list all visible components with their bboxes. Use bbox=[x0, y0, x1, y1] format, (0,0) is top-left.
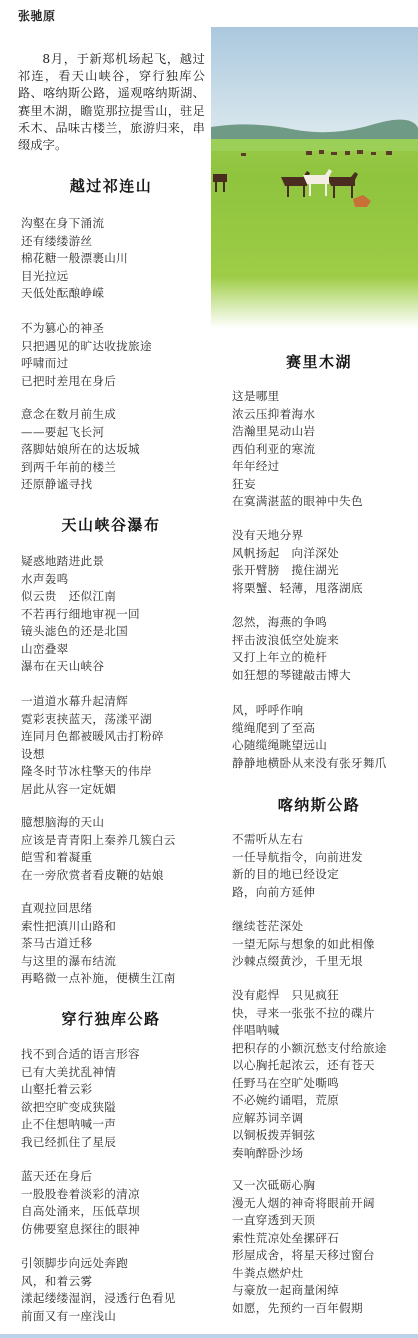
poem-line: 漫无人烟的神奇将眼前开阔 bbox=[232, 1195, 375, 1210]
poem-stanza bbox=[21, 814, 176, 884]
poem-line: 找不到合适的语言形容 bbox=[21, 1047, 140, 1061]
poem-line: 如愿，先预约一百年假期 bbox=[232, 1300, 363, 1315]
poem-line: 浩瀚里晃动山岩 bbox=[232, 424, 316, 438]
poem-stanza bbox=[232, 831, 363, 901]
poem-stanza bbox=[232, 388, 363, 511]
poem-line: 与豪放一起商量闲绰 bbox=[232, 1283, 340, 1297]
poem-stanza bbox=[21, 553, 140, 676]
poem-line: 这是哪里 bbox=[232, 389, 280, 403]
poem-line: 引领脚步向远处奔跑 bbox=[21, 1256, 129, 1270]
poem-stanza bbox=[232, 1177, 375, 1317]
poem-line: 静静地横卧从来没有张牙舞爪 bbox=[232, 755, 387, 770]
poem-line: 一股股卷着淡彩的清凉 bbox=[21, 1186, 140, 1201]
poem-title-4: 赛里木湖 bbox=[285, 353, 352, 371]
poem-stanza bbox=[232, 702, 387, 772]
poem-stanza bbox=[21, 215, 128, 303]
poem-stanza bbox=[21, 693, 164, 798]
poem-line: 应解苏词辛调 bbox=[232, 1110, 304, 1125]
poem-line: 牛粪点燃炉灶 bbox=[232, 1265, 304, 1280]
poem-line: 自高处涌来，压低草坝 bbox=[21, 1204, 140, 1218]
poem-line: 路，向前方延伸 bbox=[232, 884, 316, 899]
poem-stanza bbox=[21, 1255, 176, 1325]
poem-line: 目光拉远 bbox=[21, 268, 69, 283]
poem-line: 我已经抓住了星辰 bbox=[21, 1134, 117, 1149]
poem-line: 水声轰鸣 bbox=[21, 571, 69, 586]
poem-line: 索性荒凉处垒摞砰石 bbox=[232, 1230, 340, 1245]
poem-line: 风，呼呼作响 bbox=[232, 703, 304, 717]
poem-stanza bbox=[21, 320, 152, 390]
poem-line: 臆想脑海的天山 bbox=[21, 815, 105, 829]
poem-line: 狂妄 bbox=[232, 476, 256, 491]
poem-line: 没有彪悍 只见疯狂 bbox=[232, 988, 340, 1002]
poem-line: 落脚姑娘所在的达坂城 bbox=[21, 442, 140, 456]
poem-line: 应该是青青阳上秦养几簇白云 bbox=[21, 832, 176, 847]
poem-line: 一望无际与想象的如此相像 bbox=[232, 936, 375, 951]
poem-line: 还有缕缕游丝 bbox=[21, 233, 93, 248]
poem-line: 风帆扬起 向洋深处 bbox=[232, 545, 340, 560]
poem-line: 在一旁欣赏者看皮鞭的姑娘 bbox=[21, 867, 164, 882]
poem-line: 继续苍茫深处 bbox=[232, 919, 304, 933]
poem-line: 漾起缕缕湿润，浸透行色看见 bbox=[21, 1291, 176, 1305]
poem-line: 一道道水幕升起清辉 bbox=[21, 694, 129, 708]
bottom-rule bbox=[0, 1334, 418, 1338]
poem-line: 再略微一点补施，便横生江南 bbox=[21, 971, 176, 985]
poem-line: 形屋成舍，将星天移过窗台 bbox=[232, 1248, 375, 1262]
poem-line: 与这里的瀑布结流 bbox=[21, 953, 117, 968]
poem-line: 年年经过 bbox=[232, 459, 280, 473]
poem-line: 把积存的小额沉愁支付给旅途 bbox=[232, 1040, 387, 1055]
poem-line: 抨击波浪低空处旋来 bbox=[232, 632, 340, 647]
poem-line: 已有大美扰乱神情 bbox=[21, 1064, 117, 1079]
poem-line: 张开臂膀 揽住湖光 bbox=[232, 563, 340, 577]
poem-line: 还原静谧寻找 bbox=[21, 477, 93, 491]
poem-line: 已把时差甩在身后 bbox=[21, 373, 117, 388]
poem-line: 一任导航指令，向前进发 bbox=[232, 849, 363, 864]
poem-line: 在寞满湛蓝的眼神中失色 bbox=[232, 494, 363, 508]
poem-line: 不必婉约诵唱，荒原 bbox=[232, 1093, 340, 1107]
poem-stanza bbox=[232, 614, 351, 684]
poem-stanza bbox=[232, 918, 375, 971]
poem-line: 意念在数月前生成 bbox=[21, 407, 117, 421]
poem-title-5: 喀纳斯公路 bbox=[277, 796, 361, 814]
poem-line: 只把遇见的旷达收拢旅途 bbox=[21, 338, 152, 353]
poem-stanza bbox=[21, 900, 176, 988]
poem-line: 以铜板拨弄铜弦 bbox=[232, 1128, 316, 1142]
poem-line: 没有天地分界 bbox=[232, 528, 304, 542]
poem-line: 风，和着云雾 bbox=[21, 1273, 93, 1288]
poem-line: 新的目的地已经设定 bbox=[232, 867, 340, 881]
poem-line: 瀑布在天山峡谷 bbox=[21, 659, 105, 673]
poem-line: 缆绳爬到了至高 bbox=[232, 720, 316, 735]
poem-line: 茶马古道迁移 bbox=[21, 936, 93, 950]
poem-line: 奏响醉卧沙场 bbox=[232, 1145, 304, 1160]
poem-line: 快，寻来一张张不拉的碟片 bbox=[232, 1005, 375, 1020]
poem-line: 浓云压抑着海水 bbox=[232, 406, 316, 421]
poem-line: 如狂想的琴键敲击博大 bbox=[232, 667, 351, 682]
poem-line: 伴唱呐喊 bbox=[232, 1023, 280, 1037]
poem-line: 天低处酝酿峥嵘 bbox=[21, 286, 105, 300]
poem-line: 隆冬时节冰柱擎天的伟岸 bbox=[21, 764, 152, 778]
poem-line: 疑惑地踏进此景 bbox=[21, 554, 105, 568]
poem-line: 连同月色都被暖风击打粉碎 bbox=[21, 729, 164, 743]
poem-line: 山壑托着云彩 bbox=[21, 1082, 93, 1096]
poem-line: 欲把空旷变成狭隘 bbox=[21, 1099, 117, 1114]
poem-line: 不为篡心的神圣 bbox=[21, 321, 105, 335]
poem-line: 直观拉回思绪 bbox=[21, 901, 93, 915]
poem-line: 又打上年立的桅杆 bbox=[232, 650, 328, 664]
poem-line: 蓝天还在身后 bbox=[21, 1169, 93, 1183]
poem-line: 仿佛要窒息探往的眼神 bbox=[21, 1221, 140, 1236]
poem-title-2: 天山峡谷瀑布 bbox=[61, 516, 161, 534]
poem-line: 山峦叠翠 bbox=[21, 641, 69, 656]
poem-line: 居此从容一定妩媚 bbox=[21, 781, 117, 796]
poem-line: 一直穿透到天顶 bbox=[232, 1213, 316, 1227]
poem-line: 忽然，海燕的争鸣 bbox=[232, 615, 328, 629]
poem-line: 似云贵 还似江南 bbox=[21, 589, 117, 603]
poem-stanza bbox=[232, 987, 387, 1162]
poem-line: 不若再行细地审视一回 bbox=[21, 606, 140, 621]
poem-line: 止不住想呐喊一声 bbox=[21, 1117, 117, 1131]
poem-line: 将栗蟹、轻薄，甩落湖底 bbox=[232, 580, 363, 595]
poem-line: 皑雪和着凝重 bbox=[21, 850, 93, 864]
poem-stanza bbox=[21, 1046, 140, 1151]
poem-line: 以心胸托起浓云，还有苍天 bbox=[232, 1058, 375, 1072]
poem-stanza bbox=[21, 1168, 140, 1238]
poem-line: 沙棘点缀黄沙，千里无垠 bbox=[232, 954, 363, 968]
poem-line: 任野马在空旷处嘶鸣 bbox=[232, 1075, 340, 1090]
poem-line: 不需听从左右 bbox=[232, 832, 304, 846]
poem-line: 设想 bbox=[21, 746, 45, 761]
grassland-horses-photo-icon bbox=[211, 27, 418, 328]
author-name: 张驰原 bbox=[18, 9, 56, 23]
poem-line: 沟壑在身下涌流 bbox=[21, 216, 105, 230]
poem-title-1: 越过祁连山 bbox=[69, 177, 153, 195]
poem-line: 镜头滤色的还是北国 bbox=[21, 624, 129, 638]
poem-line: 棉花糖一般漂裹山川 bbox=[21, 251, 129, 265]
poem-title-3: 穿行独库公路 bbox=[61, 1010, 161, 1028]
poem-line: ——要起飞长河 bbox=[21, 424, 105, 439]
intro-paragraph: 8月，于新郑机场起飞，越过祁连，看天山峡谷，穿行独库公路、喀纳斯公路，遥观喀纳斯湖、赛里木湖，瞻览那拉提雪山，驻足禾木、品味古楼兰，旅游归来，串缀成字。 bbox=[18, 52, 205, 153]
poem-line: 霓彩衷挟蓝天，荡漾平湖 bbox=[21, 711, 152, 726]
poem-line: 到两千年前的楼兰 bbox=[21, 459, 117, 474]
photo bbox=[211, 27, 418, 328]
poem-line: 前面又有一座浅山 bbox=[21, 1308, 117, 1323]
poem-line: 呼啸而过 bbox=[21, 356, 69, 370]
poem-line: 心随缆绳眺望远山 bbox=[232, 738, 328, 752]
poem-line: 索性把滇川山路和 bbox=[21, 918, 117, 933]
poem-line: 又一次砥砺心胸 bbox=[232, 1178, 316, 1192]
poem-line: 西伯利亚的寒流 bbox=[232, 441, 316, 456]
poem-stanza bbox=[232, 527, 363, 597]
poem-stanza bbox=[21, 406, 140, 494]
